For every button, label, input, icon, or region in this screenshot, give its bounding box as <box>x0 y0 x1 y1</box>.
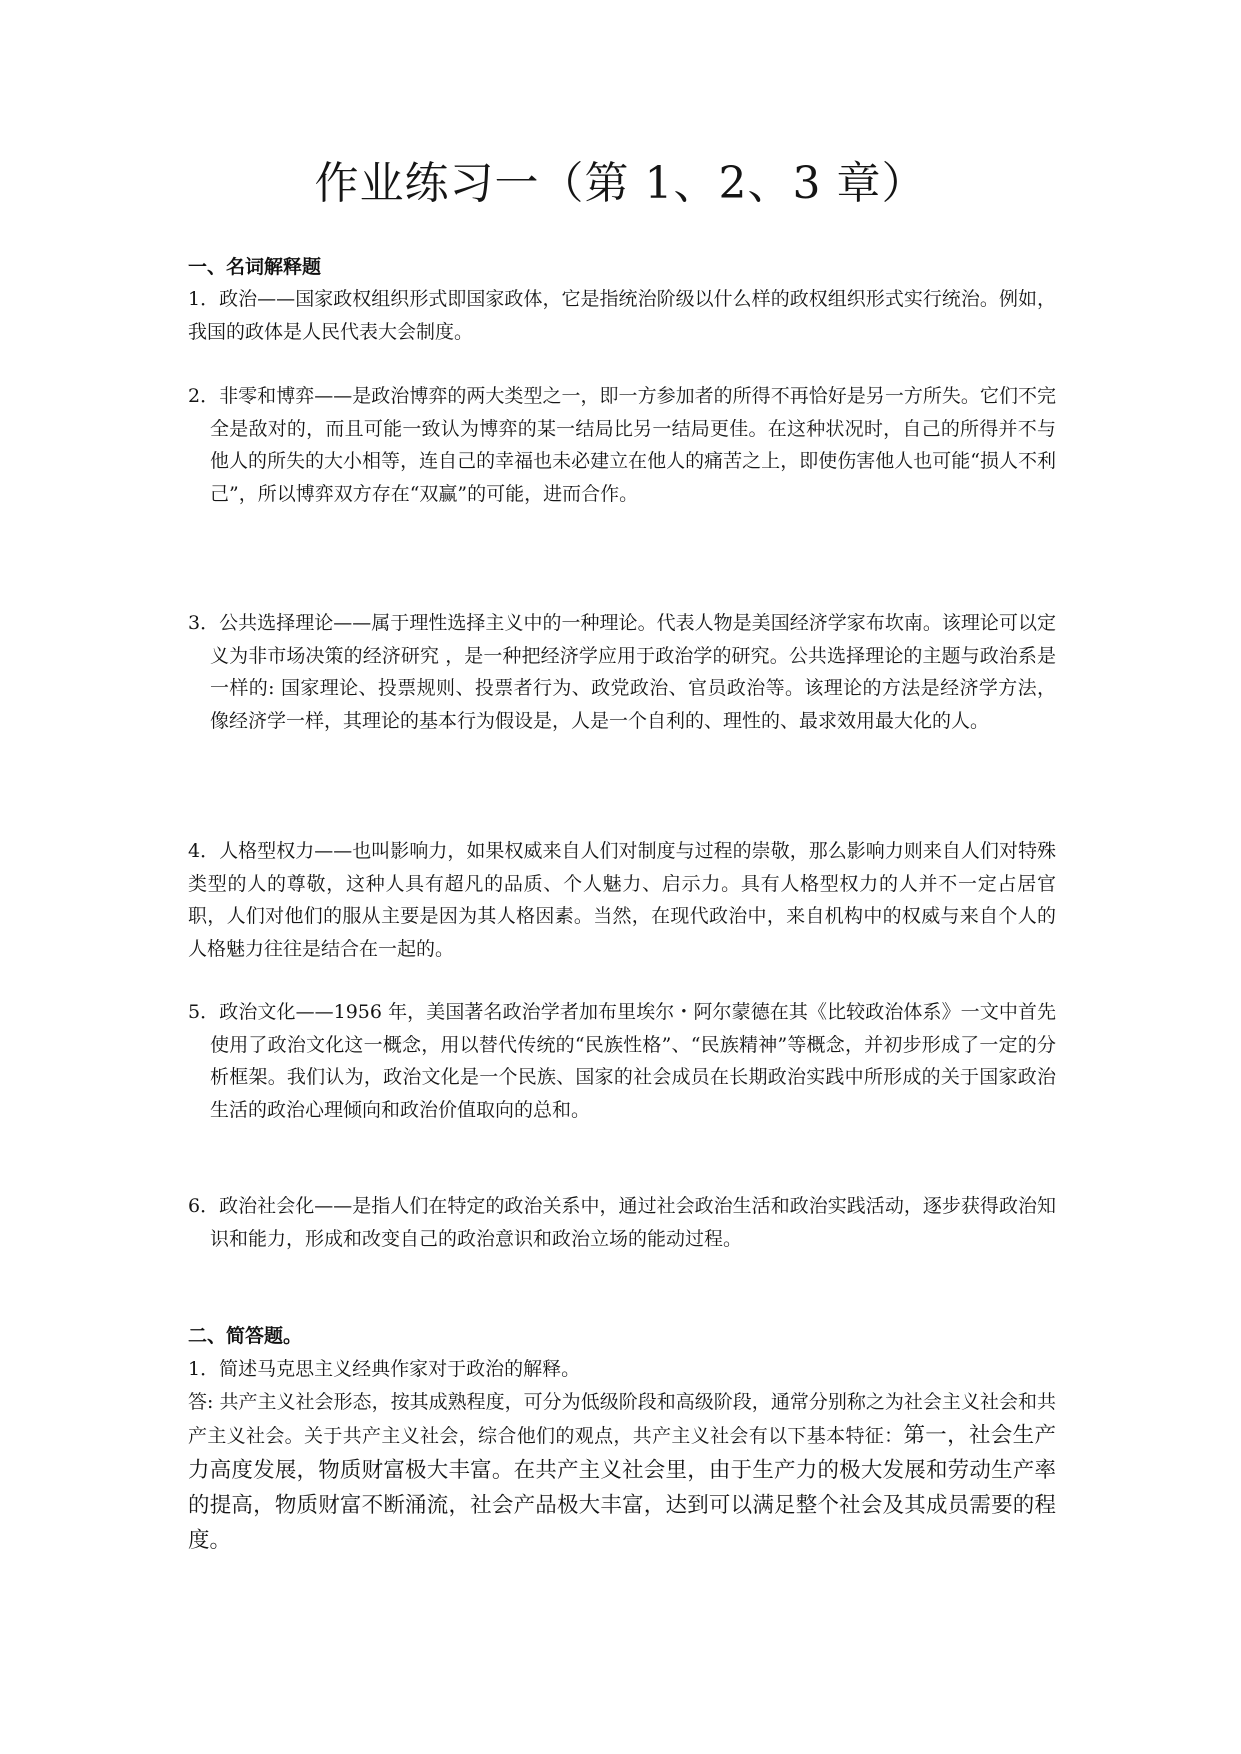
term-item-3: 3．公共选择理论——属于理性选择主义中的一种理论。代表人物是美国经济学家布坎南。该理论可以定义为非市场决策的经济研究 ，是一种把经济学应用于政治学的研究。公共选择理论的主题与政治系是一样的: 国家理论、投票规则、投票者行为、政党政治、官员政治等。该理论的方法是经济学方法，像经济学一样，其理论的基本行为假设是，人是一个自利的、理性的、最求效用最大化的人。 <box>188 612 1056 732</box>
term-item-1: 1．政治——国家政权组织形式即国家政体，它是指统治阶级以什么样的政权组织形式实行统治。例如，我国的政体是人民代表大会制度。 <box>188 288 1056 343</box>
answer-1-part2: 第一，社会生产力高度发展，物质财富极大丰富。在共产主义社会里，由于生产力的极大发展和劳动生产率的提高，物质财富不断涌流，社会产品极大丰富，达到可以满足整个社会及其成员需要的程度。 <box>188 1423 1056 1553</box>
question-1: 1．简述马克思主义经典作家对于政治的解释。 <box>188 1358 581 1380</box>
answer-1-part1: 答: 共产主义社会形态，按其成熟程度，可分为低级阶段和高级阶段，通常分别称之为社会主义社会和共产主义社会。关于共产主义社会，综合他们的观点，共产主义社会有以下基本特征： <box>188 1391 1056 1447</box>
document-title: 作业练习一（第 1、2、3 章） <box>314 158 927 209</box>
term-item-4: 4．人格型权力——也叫影响力，如果权威来自人们对制度与过程的崇敬，那么影响力则来自人们对特殊类型的人的尊敬，这种人具有超凡的品质、个人魅力、启示力。具有人格型权力的人并不一定占居官职，人们对他们的服从主要是因为其人格因素。当然，在现代政治中，来自机构中的权威与来自个人的人格魅力往往是结合在一起的。 <box>188 840 1056 960</box>
section-heading-short-answer: 二、简答题。 <box>188 1325 303 1347</box>
section-heading-terms: 一、名词解释题 <box>188 256 322 278</box>
term-item-5: 5．政治文化——1956 年，美国著名政治学者加布里埃尔・阿尔蒙德在其《比较政治体系》一文中首先使用了政治文化这一概念，用以替代传统的“民族性格”、“民族精神”等概念，并初步形成了一定的分析框架。我们认为，政治文化是一个民族、国家的社会成员在长期政治实践中所形成的关于国家政治生活的政治心理倾向和政治价值取向的总和。 <box>188 1001 1056 1121</box>
term-item-6: 6．政治社会化——是指人们在特定的政治关系中，通过社会政治生活和政治实践活动，逐步获得政治知识和能力，形成和改变自己的政治意识和政治立场的能动过程。 <box>188 1195 1056 1250</box>
term-item-2: 2．非零和博弈——是政治博弈的两大类型之一，即一方参加者的所得不再恰好是另一方所失。它们不完全是敌对的，而且可能一致认为博弈的某一结局比另一结局更佳。在这种状况时，自己的所得并不与他人的所失的大小相等，连自己的幸福也未必建立在他人的痛苦之上，即使伤害他人也可能“损人不利己”，所以博弈双方存在“双赢”的可能，进而合作。 <box>188 385 1056 505</box>
answer-1 <box>188 1386 1056 1558</box>
